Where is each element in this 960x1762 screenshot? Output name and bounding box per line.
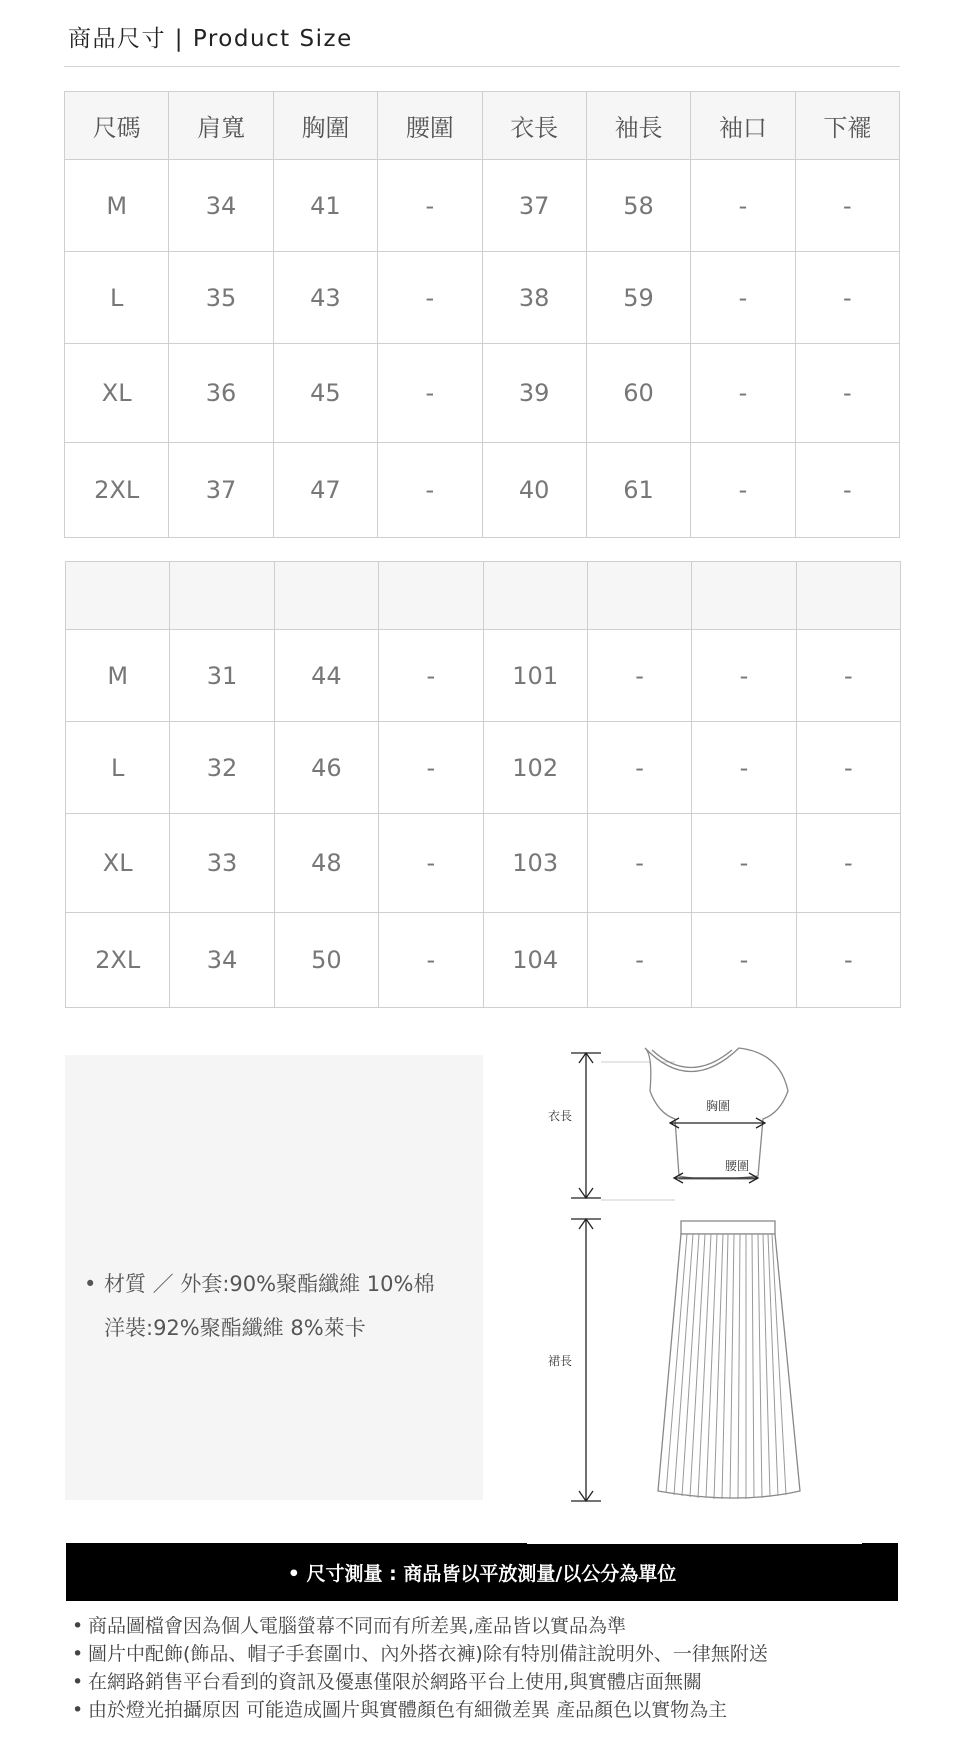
table-cell: M (66, 630, 170, 722)
table-cell: - (691, 443, 795, 538)
table-cell: XL (66, 814, 170, 913)
material-line-1 (84, 1262, 434, 1306)
table-cell: - (691, 160, 795, 252)
bullet-icon: • (84, 1272, 97, 1296)
table-cell: 61 (586, 443, 690, 538)
table-cell: XL (65, 344, 169, 443)
table-cell: 43 (273, 252, 377, 344)
table-cell: - (378, 344, 482, 443)
table-cell: - (795, 160, 899, 252)
table-cell: 45 (273, 344, 377, 443)
table-cell: 44 (274, 630, 378, 722)
length-arrow (571, 1053, 601, 1198)
table-row (65, 344, 900, 443)
table-cell: 2XL (66, 913, 170, 1008)
table-cell: 46 (274, 722, 378, 814)
table-cell: 35 (169, 252, 273, 344)
table-cell: - (378, 160, 482, 252)
header-cell (274, 562, 378, 630)
table-row (65, 160, 900, 252)
measurement-diagram (540, 1043, 840, 1513)
table-row (66, 913, 901, 1008)
header-cell (483, 562, 587, 630)
table-header-row (65, 92, 900, 160)
table-cell: 37 (482, 160, 586, 252)
material-text-1: 材質 ／ 外套:90%聚酯纖維 10%棉 (104, 1272, 435, 1296)
table-cell: - (587, 913, 691, 1008)
header-cell (796, 562, 900, 630)
table-cell: 48 (274, 814, 378, 913)
table-cell: - (691, 344, 795, 443)
label-length: 衣長 (548, 1109, 573, 1123)
table-cell: 36 (169, 344, 273, 443)
table-header-row (66, 562, 901, 630)
measurement-note-text: • 尺寸測量 : 商品皆以平放測量/以公分為單位 (287, 1563, 677, 1585)
table-cell: L (66, 722, 170, 814)
size-table-bottom (65, 561, 901, 1008)
list-item: • 商品圖檔會因為個人電腦螢幕不同而有所差異,產品皆以實品為準 (72, 1612, 768, 1640)
table-cell: M (65, 160, 169, 252)
list-item: • 由於燈光拍攝原因 可能造成圖片與實體顏色有細微差異 產品顏色以實物為主 (72, 1696, 768, 1724)
table-cell: 47 (273, 443, 377, 538)
table-cell: 103 (483, 814, 587, 913)
table-cell: 34 (169, 160, 273, 252)
table-cell: - (378, 252, 482, 344)
page-title: 商品尺寸 | Product Size (68, 26, 353, 52)
table-cell: 31 (170, 630, 274, 722)
table-cell: - (692, 814, 796, 913)
table-cell: 58 (586, 160, 690, 252)
table-cell: 39 (482, 344, 586, 443)
header-cell (692, 562, 796, 630)
table-row (65, 252, 900, 344)
skirt-length-arrow (571, 1219, 601, 1501)
header-cell: 胸圍 (273, 92, 377, 160)
table-cell: - (796, 630, 900, 722)
table-cell: - (379, 814, 483, 913)
table-cell: 60 (586, 344, 690, 443)
table-cell: 101 (483, 630, 587, 722)
material-line-2: 洋裝:92%聚酯纖維 8%萊卡 (104, 1316, 366, 1340)
table-cell: 33 (170, 814, 274, 913)
table-cell: - (796, 913, 900, 1008)
header-cell (170, 562, 274, 630)
table-cell: 102 (483, 722, 587, 814)
table-cell: - (378, 443, 482, 538)
header-cell: 尺碼 (65, 92, 169, 160)
table-row (65, 443, 900, 538)
label-waist: 腰圍 (724, 1159, 750, 1173)
table-cell: L (65, 252, 169, 344)
bar-accent-line (527, 1542, 862, 1544)
table-row (66, 814, 901, 913)
table-cell: - (587, 814, 691, 913)
table-cell: 59 (586, 252, 690, 344)
table-cell: - (795, 252, 899, 344)
label-chest: 胸圍 (705, 1099, 731, 1113)
table-cell: 32 (170, 722, 274, 814)
title-divider (64, 66, 900, 67)
table-cell: - (795, 443, 899, 538)
table-cell: 38 (482, 252, 586, 344)
size-table-top (64, 91, 900, 538)
header-cell: 腰圍 (378, 92, 482, 160)
table-cell: - (379, 722, 483, 814)
header-cell: 肩寬 (169, 92, 273, 160)
table-cell: - (587, 722, 691, 814)
disclaimer-list (72, 1612, 768, 1724)
table-cell: - (691, 252, 795, 344)
header-cell: 袖口 (691, 92, 795, 160)
table-cell: - (796, 814, 900, 913)
header-cell: 袖長 (586, 92, 690, 160)
table-cell: 2XL (65, 443, 169, 538)
table-row (66, 722, 901, 814)
header-cell (587, 562, 691, 630)
label-skirt-length: 裙長 (548, 1354, 573, 1368)
table-cell: - (379, 630, 483, 722)
header-cell (66, 562, 170, 630)
list-item: • 在網路銷售平台看到的資訊及優惠僅限於網路平台上使用,與實體店面無關 (72, 1668, 768, 1696)
header-cell (379, 562, 483, 630)
header-cell: 衣長 (482, 92, 586, 160)
table-row (66, 630, 901, 722)
header-cell: 下襬 (795, 92, 899, 160)
table-cell: 40 (482, 443, 586, 538)
table-cell: - (795, 344, 899, 443)
table-cell: - (692, 630, 796, 722)
measurement-note-bar (66, 1543, 898, 1601)
list-item: • 圖片中配飾(飾品、帽子手套圍巾、內外搭衣褲)除有特別備註說明外、一律無附送 (72, 1640, 768, 1668)
table-cell: - (692, 722, 796, 814)
table-cell: 41 (273, 160, 377, 252)
table-cell: - (796, 722, 900, 814)
table-cell: 104 (483, 913, 587, 1008)
table-cell: 50 (274, 913, 378, 1008)
table-cell: - (587, 630, 691, 722)
table-cell: - (379, 913, 483, 1008)
material-note (84, 1262, 434, 1350)
table-cell: - (692, 913, 796, 1008)
top-garment-icon (645, 1048, 788, 1179)
table-cell: 34 (170, 913, 274, 1008)
table-cell: 37 (169, 443, 273, 538)
